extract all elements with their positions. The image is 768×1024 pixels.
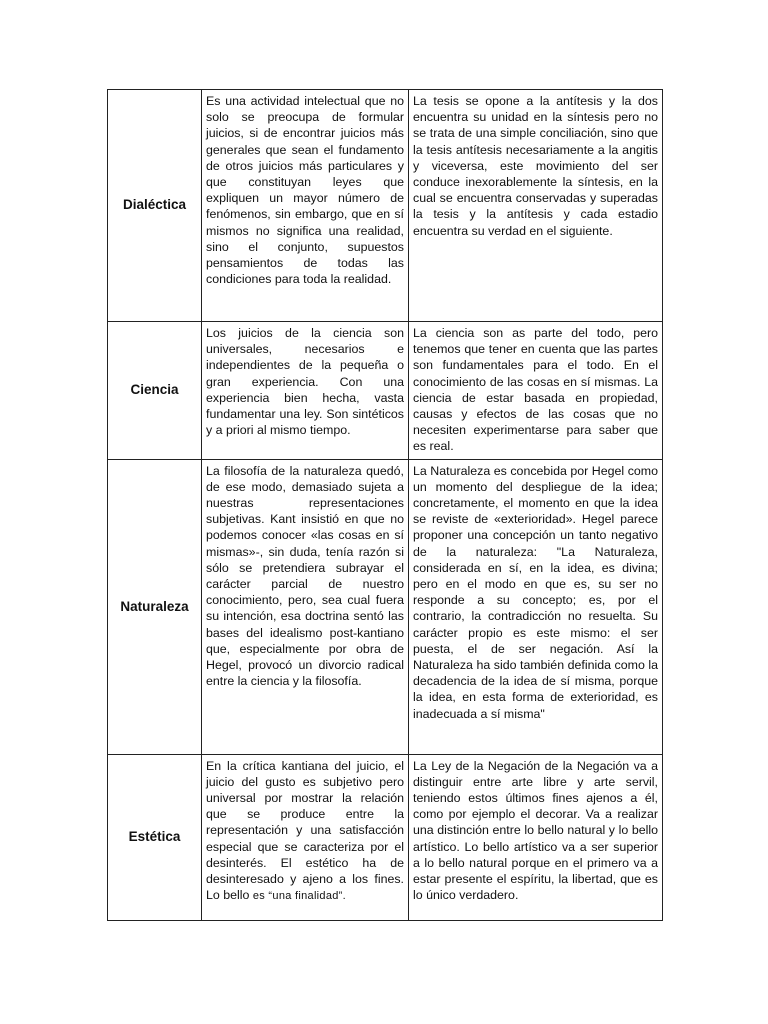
hegel-cell	[409, 754, 663, 920]
definition-text-wrap	[206, 758, 404, 905]
hegel-cell	[409, 90, 663, 322]
definition-cell	[202, 322, 409, 460]
definition-cell	[202, 459, 409, 754]
hegel-text: La tesis se opone a la antítesis y la dos encuentra su unidad en la síntesis pero no se trata de una simple conciliación, sino que la tesis antítesis necesariamente a la angitis y viceversa, este movimiento del ser conduce inexorablemente la síntesis, en la cual se encuentra conservadas y superadas la tesis y la antítesis y cada estadio encuentra su verdad en el siguiente.	[413, 94, 658, 238]
hegel-text: La ciencia son as parte del todo, pero tenemos que tener en cuenta que las partes son fundamentales para el todo. En el conocimiento de las cosas en sí mismas. La ciencia de estar basada en propiedad, causas y efectos de las cosas que no necesiten experimentarse para saber que es real.	[413, 326, 658, 454]
table-row-estetica	[108, 754, 663, 920]
hegel-text: La Naturaleza es concebida por Hegel como un momento del despliegue de la idea; concretamente, el momento en que la idea se reviste de «exterioridad». Hegel parece proponer una concepción un tanto negativo de la naturaleza: "La Naturaleza, considerada en sí, en la idea, es divina; pero en el modo en que es, su ser no responde a su concepto; es, por el contrario, la contradicción no resuelta. Su carácter propio es este mismo: el ser puesta, el de ser negación. Así la Naturaleza ha sido también definida como la decadencia de la idea de sí misma, porque la idea, en esta forma de exterioridad, es inadecuada a sí misma"	[413, 463, 658, 721]
hegel-text: La Ley de la Negación de la Negación va a distinguir entre arte libre y arte servil, teniendo estos últimos fines ajenos a él, como por ejemplo el decorar. Va a realizar una distinción entre lo bello natural y lo bello artístico. Lo bello artístico va a ser superior a lo bello natural porque en el primero va a estar presente el espíritu, la libertad, que es lo único verdadero.	[413, 758, 658, 903]
concept-table	[107, 89, 663, 921]
term-label: Dialéctica	[122, 197, 187, 213]
definition-text: La filosofía de la naturaleza quedó, de ese modo, demasiado sujeta a nuestras representaciones subjetivas. Kant insistió en que no podemos conocer «las cosas en sí mismas»-, sin duda, tenía razón si sólo se pretendiera subrayar el carácter parcial de nuestro conocimiento, pero, sea cual fuera su intención, esa doctrina sentó las bases del idealismo post-kantiano que, especialmente por obra de Hegel, provocó un divorcio radical entre la ciencia y la filosofía.	[206, 463, 404, 689]
table-row-ciencia	[108, 322, 663, 460]
definition-text: En la crítica kantiana del juicio, el juicio del gusto es subjetivo pero universal por mostrar la relación que se produce entre la representación y una satisfacción especial que se caracteriza por el desinterés. El estético ha de desinteresado y ajeno a los fines. Lo bello	[206, 758, 404, 903]
table-row-dialectica	[108, 90, 663, 322]
term-cell	[108, 322, 202, 460]
hegel-cell	[409, 322, 663, 460]
term-cell	[108, 90, 202, 322]
term-cell	[108, 459, 202, 754]
definition-text: Los juicios de la ciencia son universales, necesarios e independientes de la pequeña o gran experiencia. Con una experiencia bien hecha, vasta fundamentar una ley. Son sintéticos y a priori al mismo tiempo.	[206, 326, 404, 438]
definition-tail-text: es “una finalidad”.	[252, 890, 347, 903]
table-row-naturaleza	[108, 459, 663, 754]
term-label: Ciencia	[130, 382, 179, 398]
term-label: Estética	[128, 829, 181, 845]
term-cell	[108, 754, 202, 920]
hegel-cell	[409, 459, 663, 754]
definition-cell	[202, 754, 409, 920]
definition-cell	[202, 90, 409, 322]
definition-text: Es una actividad intelectual que no solo se preocupa de formular juicios, si de encontrar juicios más generales que sean el fundamento de otros juicios más particulares y que constituyan leyes que expliquen un mayor número de fenómenos, sin embargo, que en sí mismos no significa una realidad, sino el conjunto, supuestos pensamientos de todas las condiciones para toda la realidad.	[206, 94, 404, 287]
term-label: Naturaleza	[120, 598, 189, 614]
